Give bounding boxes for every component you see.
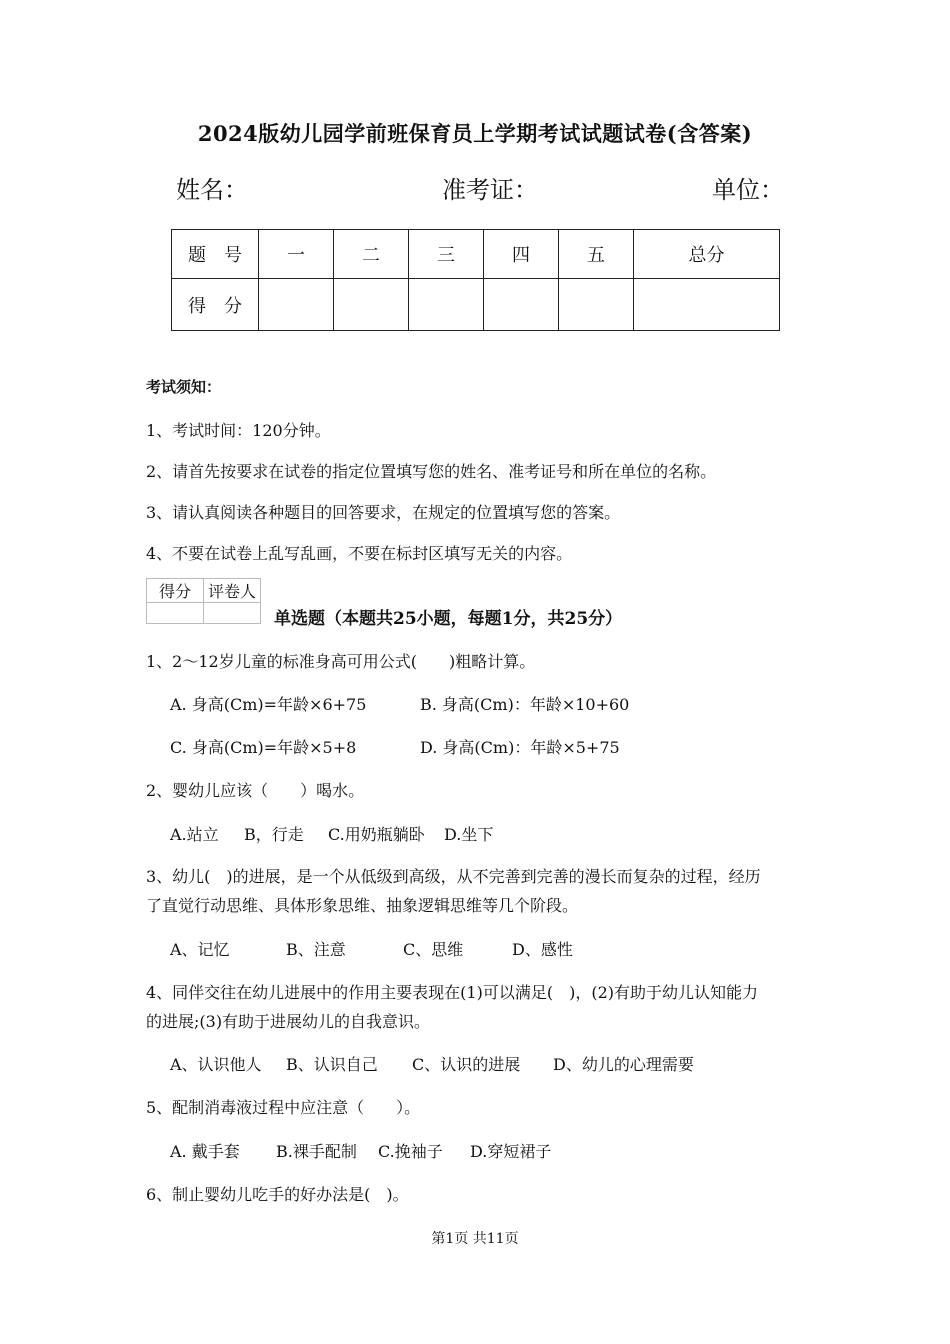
question-5-option-d[interactable]: D.穿短裙子 [470, 1142, 552, 1161]
exam-id-field-label: 准考证： [442, 176, 538, 204]
question-4-option-d[interactable]: D、幼儿的心理需要 [553, 1055, 694, 1074]
score-table-label-score: 得 分 [172, 279, 259, 331]
name-field-label: 姓名： [176, 176, 248, 204]
question-5-option-c[interactable]: C.挽袖子 [378, 1142, 443, 1161]
score-cell[interactable] [408, 279, 483, 331]
score-table-col-total: 总分 [633, 230, 779, 279]
question-4-option-c[interactable]: C、认识的进展 [412, 1055, 521, 1074]
grader-score-label: 得分 [147, 579, 204, 603]
page-footer: 第1页 共11页 [431, 1231, 519, 1247]
question-2-option-d[interactable]: D.坐下 [444, 825, 494, 844]
notice-item: 2、请首先按要求在试卷的指定位置填写您的姓名、准考证号和所在单位的名称。 [146, 462, 717, 481]
score-table-header-row [172, 230, 780, 279]
question-4-stem-line-2: 的进展;(3)有助于进展幼儿的自我意识。 [146, 1012, 431, 1031]
notice-item: 4、不要在试卷上乱写乱画，不要在标封区填写无关的内容。 [146, 544, 573, 563]
score-cell[interactable] [483, 279, 558, 331]
grader-box [146, 578, 261, 624]
score-table-label-question: 题 号 [172, 230, 259, 279]
question-1-stem: 1、2～12岁儿童的标准身高可用公式( )粗略计算。 [146, 652, 536, 671]
score-cell[interactable] [259, 279, 334, 331]
question-3-option-c[interactable]: C、思维 [403, 940, 464, 959]
question-4-option-a[interactable]: A、认识他人 [170, 1055, 262, 1074]
question-2-option-c[interactable]: C.用奶瓶躺卧 [328, 825, 425, 844]
notice-item: 3、请认真阅读各种题目的回答要求，在规定的位置填写您的答案。 [146, 503, 621, 522]
question-5-stem: 5、配制消毒液过程中应注意（ ）。 [146, 1098, 421, 1117]
grader-name-label: 评卷人 [204, 579, 261, 603]
score-cell[interactable] [633, 279, 779, 331]
score-table-col-4: 四 [483, 230, 558, 279]
question-4-stem-line-1: 4、同伴交往在幼儿进展中的作用主要表现在(1)可以满足( )，(2)有助于幼儿认知能力 [146, 983, 758, 1002]
question-2-stem: 2、婴幼儿应该（ ）喝水。 [146, 781, 365, 800]
question-3-option-b[interactable]: B、注意 [286, 940, 346, 959]
score-table-col-2: 二 [333, 230, 408, 279]
question-3-option-a[interactable]: A、记忆 [170, 940, 230, 959]
score-table-col-3: 三 [408, 230, 483, 279]
question-1-option-a[interactable]: A. 身高(Cm)=年龄×6+75 [170, 695, 367, 714]
question-3-option-d[interactable]: D、感性 [512, 940, 573, 959]
document-title: 2024版幼儿园学前班保育员上学期考试试题试卷(含答案) [197, 121, 753, 146]
score-cell[interactable] [333, 279, 408, 331]
question-2-option-a[interactable]: A.站立 [170, 825, 219, 844]
score-table-col-1: 一 [259, 230, 334, 279]
question-1-option-b[interactable]: B. 身高(Cm)：年龄×10+60 [420, 695, 630, 714]
question-5-option-b[interactable]: B.裸手配制 [276, 1142, 357, 1161]
question-3-stem-line-2: 了直觉行动思维、具体形象思维、抽象逻辑思维等几个阶段。 [146, 896, 579, 915]
grader-name-cell[interactable] [204, 603, 261, 624]
notice-heading: 考试须知： [146, 378, 222, 396]
question-1-option-d[interactable]: D. 身高(Cm)：年龄×5+75 [420, 738, 620, 757]
score-table-score-row [172, 279, 780, 331]
notice-item: 1、考试时间：120分钟。 [146, 421, 331, 440]
question-1-option-c[interactable]: C. 身高(Cm)=年龄×5+8 [170, 738, 357, 757]
question-2-option-b[interactable]: B，行走 [244, 825, 304, 844]
section-title: 单选题（本题共25小题，每题1分，共25分） [274, 609, 623, 629]
question-3-stem-line-1: 3、幼儿( )的进展，是一个从低级到高级，从不完善到完善的漫长而复杂的过程，经历 [146, 867, 761, 886]
question-4-option-b[interactable]: B、认识自己 [286, 1055, 378, 1074]
score-cell[interactable] [558, 279, 633, 331]
question-5-option-a[interactable]: A. 戴手套 [170, 1142, 240, 1161]
grader-score-cell[interactable] [147, 603, 204, 624]
score-table [171, 229, 780, 331]
unit-field-label: 单位： [712, 176, 784, 204]
score-table-col-5: 五 [558, 230, 633, 279]
question-6-stem: 6、制止婴幼儿吃手的好办法是( )。 [146, 1185, 409, 1204]
